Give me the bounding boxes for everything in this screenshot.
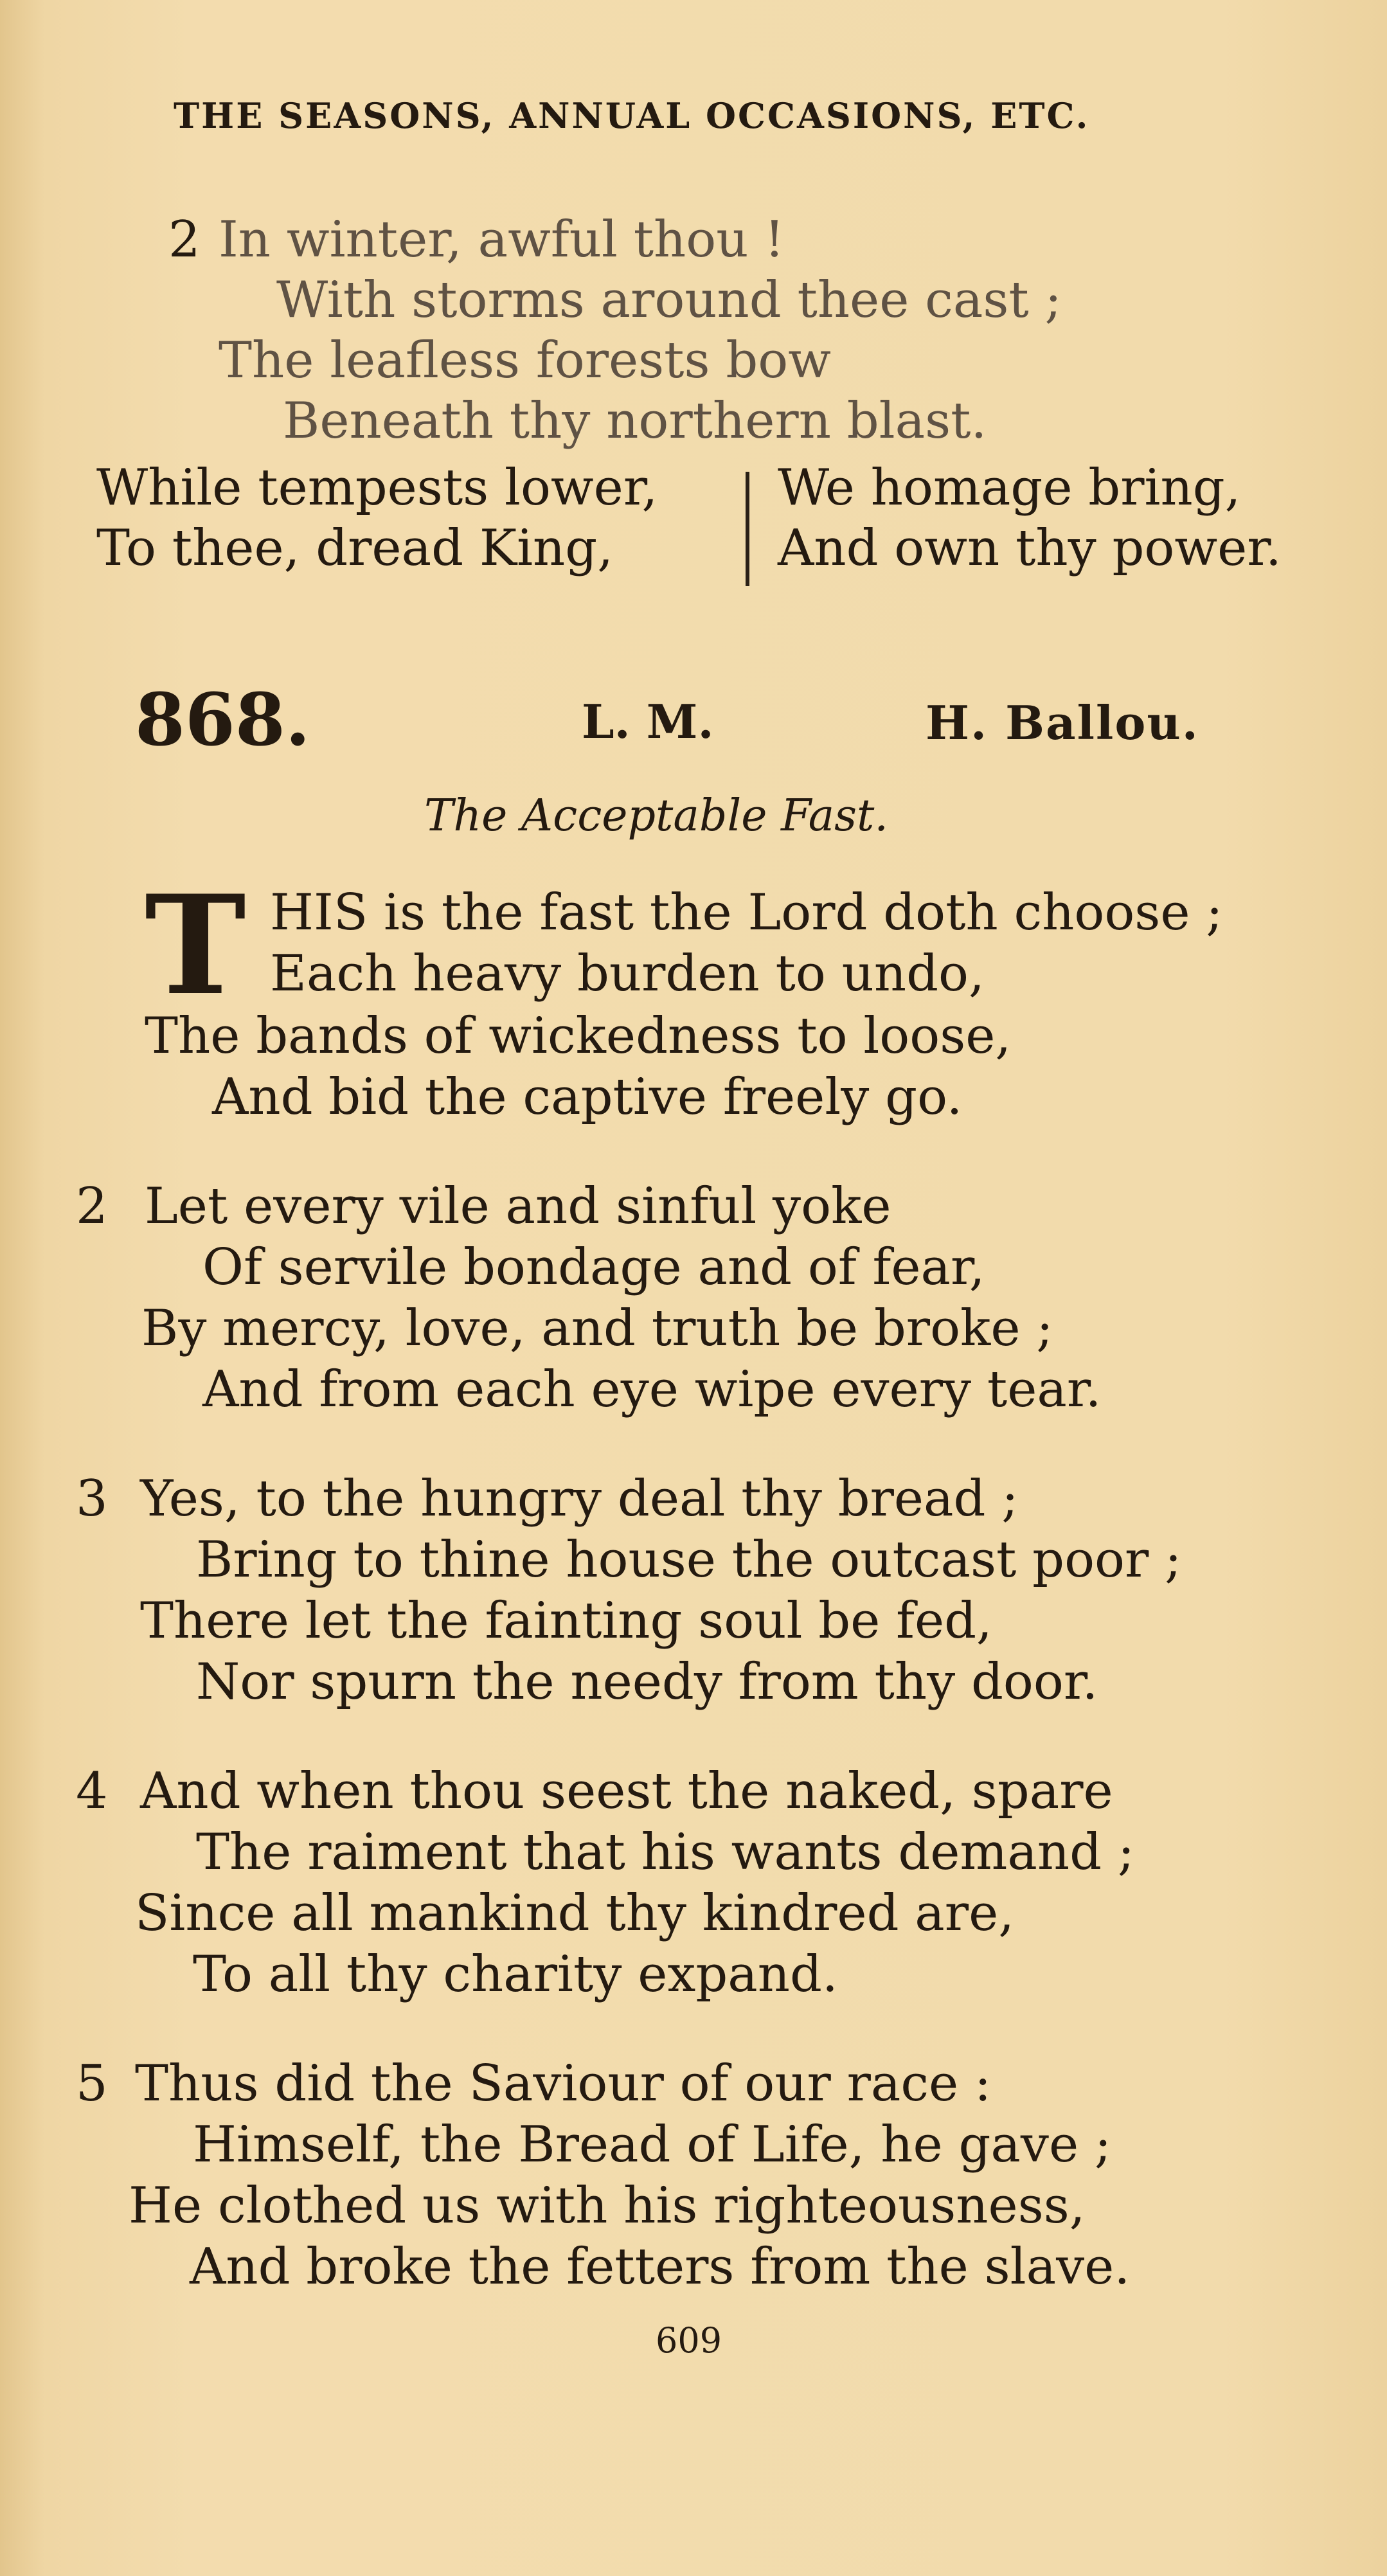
- verse2-line-4: And from each eye wipe every tear.: [202, 1361, 1102, 1418]
- hymn-author: H. Ballou.: [926, 695, 1199, 750]
- verse4-line-1: And when thou seest the naked, spare: [140, 1762, 1113, 1820]
- verse1-line-3: The bands of wickedness to loose,: [145, 1007, 1012, 1065]
- prior-line-2: With storms around thee cast ;: [276, 271, 1062, 329]
- verse2-line-2: Of servile bondage and of fear,: [202, 1239, 985, 1296]
- hymn-title: The Acceptable Fast.: [424, 791, 889, 841]
- hymn-number: 868.: [135, 678, 310, 762]
- prior-line-4: Beneath thy northern blast.: [283, 392, 987, 450]
- verse5-line-3: He clothed us with his righteousness,: [129, 2177, 1086, 2235]
- verse3-number: 3: [76, 1470, 108, 1528]
- chorus-divider: [746, 472, 749, 586]
- verse1-line-1: HIS is the fast the Lord doth choose ;: [270, 884, 1223, 942]
- verse4-line-3: Since all mankind thy kindred are,: [135, 1884, 1015, 1942]
- verse3-line-2: Bring to thine house the outcast poor ;: [196, 1531, 1182, 1589]
- page-number: 609: [656, 2320, 722, 2361]
- verse5-line-1: Thus did the Saviour of our race :: [135, 2055, 992, 2113]
- verse4-line-2: The raiment that his wants demand ;: [196, 1823, 1135, 1881]
- verse2-line-1: Let every vile and sinful yoke: [145, 1177, 891, 1235]
- verse3-line-3: There let the fainting soul be fed,: [140, 1592, 992, 1650]
- verse2-line-3: By mercy, love, and truth be broke ;: [141, 1300, 1053, 1357]
- verse3-line-4: Nor spurn the needy from thy door.: [196, 1653, 1098, 1711]
- chorus-right-2: And own thy power.: [778, 519, 1282, 577]
- verse4-number: 4: [76, 1762, 108, 1820]
- prior-line-3: The leafless forests bow: [219, 332, 831, 389]
- verse5-line-4: And broke the fetters from the slave.: [190, 2238, 1131, 2296]
- verse1-line-2: Each heavy burden to undo,: [270, 945, 985, 1003]
- running-head: THE SEASONS, ANNUAL OCCASIONS, ETC.: [174, 95, 1090, 136]
- verse5-line-2: Himself, the Bread of Life, he gave ;: [193, 2116, 1112, 2174]
- verse4-line-4: To all thy charity expand.: [193, 1945, 838, 2003]
- chorus-right-1: We homage bring,: [778, 459, 1241, 517]
- prior-verse-number: 2: [168, 211, 201, 269]
- hymn-meter: L. M.: [582, 694, 714, 749]
- verse3-line-1: Yes, to the hungry deal thy bread ;: [140, 1470, 1019, 1528]
- drop-cap: T: [145, 865, 246, 1025]
- chorus-left-1: While tempests lower,: [96, 459, 658, 517]
- verse5-number: 5: [76, 2055, 108, 2113]
- verse1-line-4: And bid the captive freely go.: [212, 1068, 963, 1126]
- verse2-number: 2: [76, 1177, 108, 1235]
- chorus-left-2: To thee, dread King,: [96, 519, 613, 577]
- prior-line-1: In winter, awful thou !: [219, 211, 785, 269]
